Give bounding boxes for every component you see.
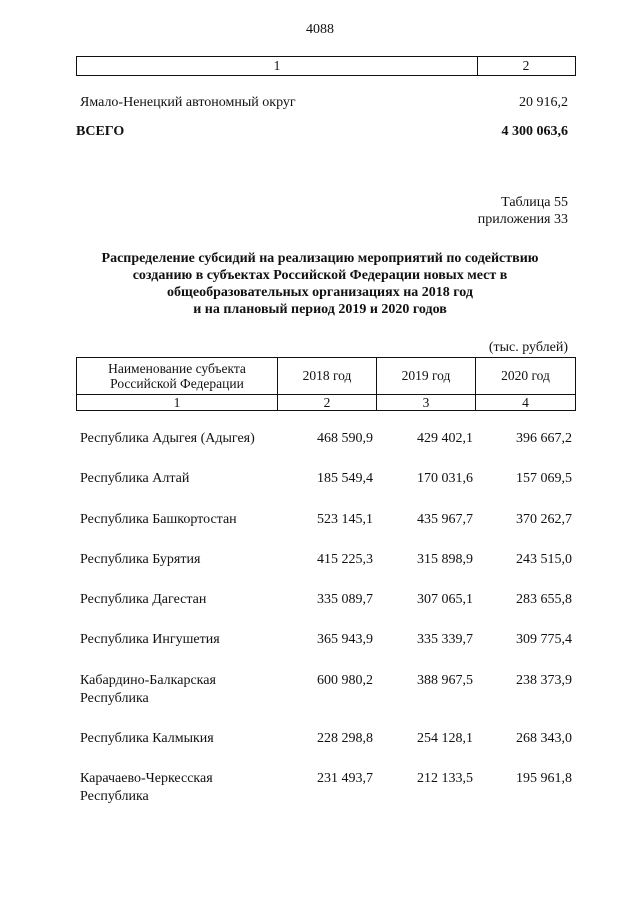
title-line-1: Распределение субсидий на реализацию мероприятий по содействию xyxy=(101,251,539,266)
row-value-2019: 388 967,5 xyxy=(417,673,473,688)
continuation-row-value: 20 916,2 xyxy=(519,95,568,110)
row-value-2020: 283 655,8 xyxy=(516,592,572,607)
row-subject-line-1: Республика Алтай xyxy=(80,471,190,486)
column-number-1: 1 xyxy=(77,394,277,410)
header-subject-line-1: Наименование субъекта xyxy=(108,361,246,376)
row-value-2020: 238 373,9 xyxy=(516,673,572,688)
row-subject-name xyxy=(80,470,280,488)
header-subject-line-2: Российской Федерации xyxy=(110,376,244,391)
row-value-2018: 228 298,8 xyxy=(317,731,373,746)
header-2018: 2018 год xyxy=(277,358,376,394)
row-subject-name xyxy=(80,551,280,569)
row-subject-line-1: Республика Ингушетия xyxy=(80,632,220,647)
title-line-2: созданию в субъектах Российской Федерации новых мест в xyxy=(132,268,508,283)
row-subject-line-2: Республика xyxy=(80,691,149,706)
row-subject-line-1: Республика Адыгея (Адыгея) xyxy=(80,431,255,446)
appendix-number: приложения 33 xyxy=(477,212,568,227)
row-value-2019: 435 967,7 xyxy=(417,512,473,527)
row-subject-line-1: Республика Калмыкия xyxy=(80,731,214,746)
row-value-2020: 195 961,8 xyxy=(516,771,572,786)
units-label: (тыс. рублей) xyxy=(488,340,568,355)
row-value-2019: 212 133,5 xyxy=(417,771,473,786)
title-line-4: и на плановый период 2019 и 2020 годов xyxy=(193,302,447,317)
total-label: ВСЕГО xyxy=(76,124,125,139)
row-value-2018: 335 089,7 xyxy=(317,592,373,607)
row-value-2019: 254 128,1 xyxy=(417,731,473,746)
continuation-table-header xyxy=(76,56,576,76)
row-value-2019: 315 898,9 xyxy=(417,552,473,567)
continuation-col2-number: 2 xyxy=(522,58,530,73)
header-subject-name xyxy=(77,358,277,394)
row-subject-line-2: Республика xyxy=(80,789,149,804)
row-subject-line-1: Республика Башкортостан xyxy=(80,512,237,527)
row-value-2020: 370 262,7 xyxy=(516,512,572,527)
row-value-2020: 396 667,2 xyxy=(516,431,572,446)
row-value-2020: 309 775,4 xyxy=(516,632,572,647)
row-value-2018: 600 980,2 xyxy=(317,673,373,688)
row-value-2018: 365 943,9 xyxy=(317,632,373,647)
column-number-4: 4 xyxy=(475,394,575,410)
row-value-2020: 157 069,5 xyxy=(516,471,572,486)
row-subject-name xyxy=(80,631,280,649)
row-value-2020: 268 343,0 xyxy=(516,731,572,746)
row-value-2018: 415 225,3 xyxy=(317,552,373,567)
row-value-2020: 243 515,0 xyxy=(516,552,572,567)
row-value-2018: 523 145,1 xyxy=(317,512,373,527)
row-subject-line-1: Республика Дагестан xyxy=(80,592,207,607)
continuation-row-name: Ямало-Ненецкий автономный округ xyxy=(80,95,296,110)
document-title xyxy=(60,250,580,318)
row-value-2018: 468 590,9 xyxy=(317,431,373,446)
total-value: 4 300 063,6 xyxy=(501,124,568,139)
row-value-2018: 185 549,4 xyxy=(317,471,373,486)
row-subject-name xyxy=(80,591,280,609)
row-value-2019: 335 339,7 xyxy=(417,632,473,647)
header-2020: 2020 год xyxy=(475,358,575,394)
row-subject-line-1: Карачаево-Черкесская xyxy=(80,771,213,786)
row-subject-name xyxy=(80,672,280,708)
row-subject-line-1: Республика Бурятия xyxy=(80,552,201,567)
page-number: 4088 xyxy=(306,22,334,37)
continuation-col1-number: 1 xyxy=(77,57,478,75)
row-value-2019: 307 065,1 xyxy=(417,592,473,607)
table-reference xyxy=(478,194,568,228)
column-number-3: 3 xyxy=(376,394,475,410)
row-value-2019: 429 402,1 xyxy=(417,431,473,446)
row-subject-name xyxy=(80,730,280,748)
main-table-header xyxy=(76,357,576,411)
column-number-2: 2 xyxy=(277,394,376,410)
row-subject-name xyxy=(80,770,280,806)
row-subject-name xyxy=(80,511,280,529)
row-subject-name xyxy=(80,430,280,448)
title-line-3: общеобразовательных организациях на 2018 год xyxy=(167,285,473,300)
row-value-2018: 231 493,7 xyxy=(317,771,373,786)
header-2019: 2019 год xyxy=(376,358,475,394)
table-number: Таблица 55 xyxy=(501,195,568,210)
row-subject-line-1: Кабардино-Балкарская xyxy=(80,673,216,688)
row-value-2019: 170 031,6 xyxy=(417,471,473,486)
